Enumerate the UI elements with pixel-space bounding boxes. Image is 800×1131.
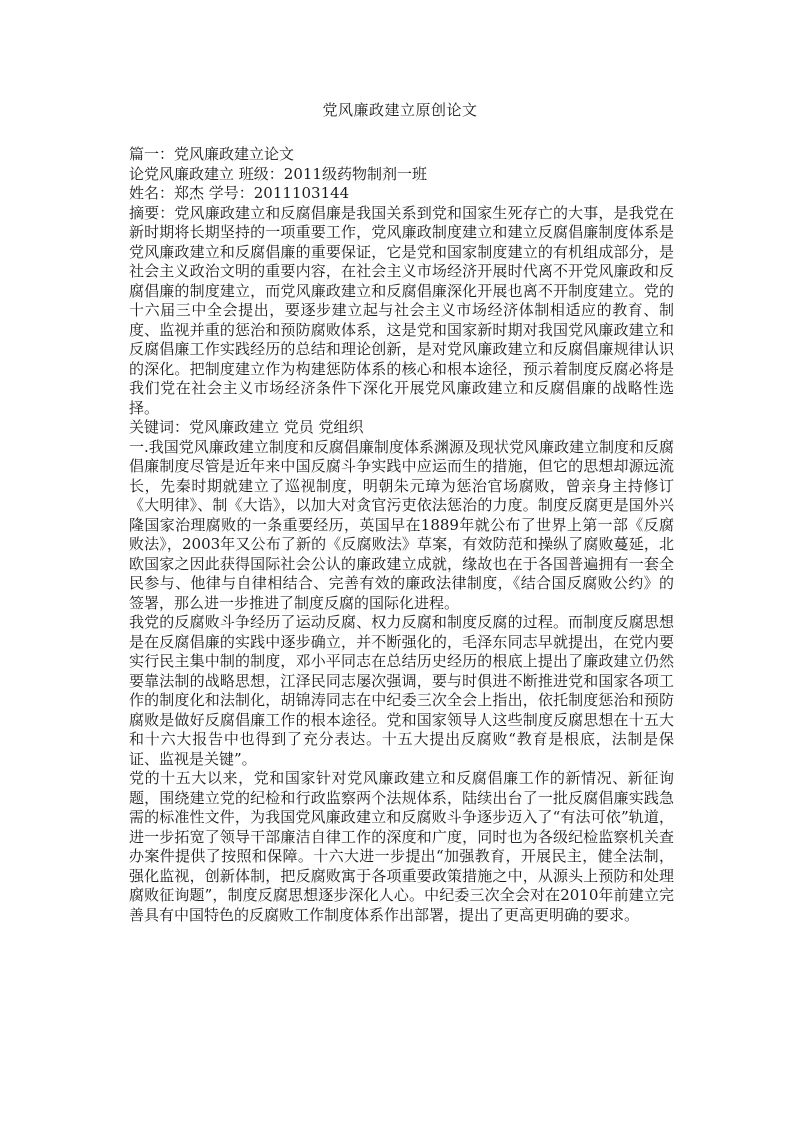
author-info-line: 姓名：郑杰 学号：2011103144 bbox=[129, 184, 350, 202]
section-heading: 篇一：党风廉政建立论文 bbox=[129, 145, 295, 163]
body-paragraph: 我党的反腐败斗争经历了运动反腐、权力反腐和制度反腐的过程。而制度反腐思想是在反腐倡廉的实践中逐步确立，并不断强化的，毛泽东同志早就提出，在党内要实行民主集中制的制度，邓小平同志在总结历史经历的根底上提出了廉政建立仍然要靠法制的战略思想，江泽民同志屡次强调，要与时俱进不断推进党和国家各项工作的制度化和法制化，胡锦涛同志在中纪委三次全会上指出，依托制度惩治和预防腐败是做好反腐倡廉工作的根本途径。党和国家领导人这些制度反腐思想在十五大和十六大报告中也得到了充分表达。十五大提出反腐败“教育是根底，法制是保证、监视是关键”。 bbox=[129, 613, 674, 768]
document-title: 党风廉政建立原创论文 bbox=[322, 101, 478, 119]
document-body bbox=[129, 145, 674, 925]
body-paragraph: 党的十五大以来，党和国家针对党风廉政建立和反腐倡廉工作的新情况、新征询题，围绕建立党的纪检和行政监察两个法规体系，陆续出台了一批反腐倡廉实践急需的标准性文件，为我国党风廉政建立和反腐败斗争逐步迈入了“有法可依”轨道，进一步拓宽了领导干部廉洁自律工作的深度和广度，同时也为各级纪检监察机关查办案件提供了按照和保障。十六大进一步提出“加强教育，开展民主，健全法制，强化监视，创新体制，把反腐败寓于各项重要政策措施之中，从源头上预防和处理腐败征询题”，制度反腐思想逐步深化人心。中纪委三次全会对在2010年前建立完善具有中国特色的反腐败工作制度体系作出部署，提出了更高更明确的要求。 bbox=[129, 769, 674, 924]
abstract-paragraph: 摘要：党风廉政建立和反腐倡廉是我国关系到党和国家生死存亡的大事，是我党在新时期将长期坚持的一项重要工作，党风廉政制度建立和建立反腐倡廉制度体系是党风廉政建立和反腐倡廉的重要保证，它是党和国家制度建立的有机组成部分，是社会主义政治文明的重要内容，在社会主义市场经济开展时代离不开党风廉政和反腐倡廉的制度建立，而党风廉政建立和反腐倡廉深化开展也离不开制度建立。党的十六届三中全会提出，要逐步建立起与社会主义市场经济体制相适应的教育、制度、监视并重的惩治和预防腐败体系，这是党和国家新时期对我国党风廉政建立和反腐倡廉工作实践经历的总结和理论创新，是对党风廉政建立和反腐倡廉规律认识的深化。把制度建立作为构建惩防体系的核心和根本途径，预示着制度反腐必将是我们党在社会主义市场经济条件下深化开展党风廉政建立和反腐倡廉的战略性选择。 bbox=[129, 203, 674, 417]
body-paragraph: 一.我国党风廉政建立制度和反腐倡廉制度体系渊源及现状党风廉政建立制度和反腐倡廉制度尽管是近年来中国反腐斗争实践中应运而生的措施，但它的思想却源远流长，先秦时期就建立了巡视制度，明朝朱元璋为惩治官场腐败，曾亲身主持修订《大明律》、制《大诰》，以加大对贪官污吏依法惩治的力度。制度反腐更是国外兴隆国家治理腐败的一条重要经历，英国早在1889年就公布了世界上第一部《反腐败法》，2003年又公布了新的《反腐败法》草案，有效防范和操纵了腐败蔓延，北欧国家之因此获得国际社会公认的廉政建立成就，缘故也在于各国普遍拥有一套全民参与、他律与自律相结合、完善有效的廉政法律制度，《结合国反腐败公约》的签署，那么进一步推进了制度反腐的国际化进程。 bbox=[129, 437, 674, 612]
keywords-line: 关键词：党风廉政建立 党员 党组织 bbox=[129, 418, 364, 436]
paper-title-class-line: 论党风廉政建立 班级：2011级药物制剂一班 bbox=[129, 164, 427, 183]
